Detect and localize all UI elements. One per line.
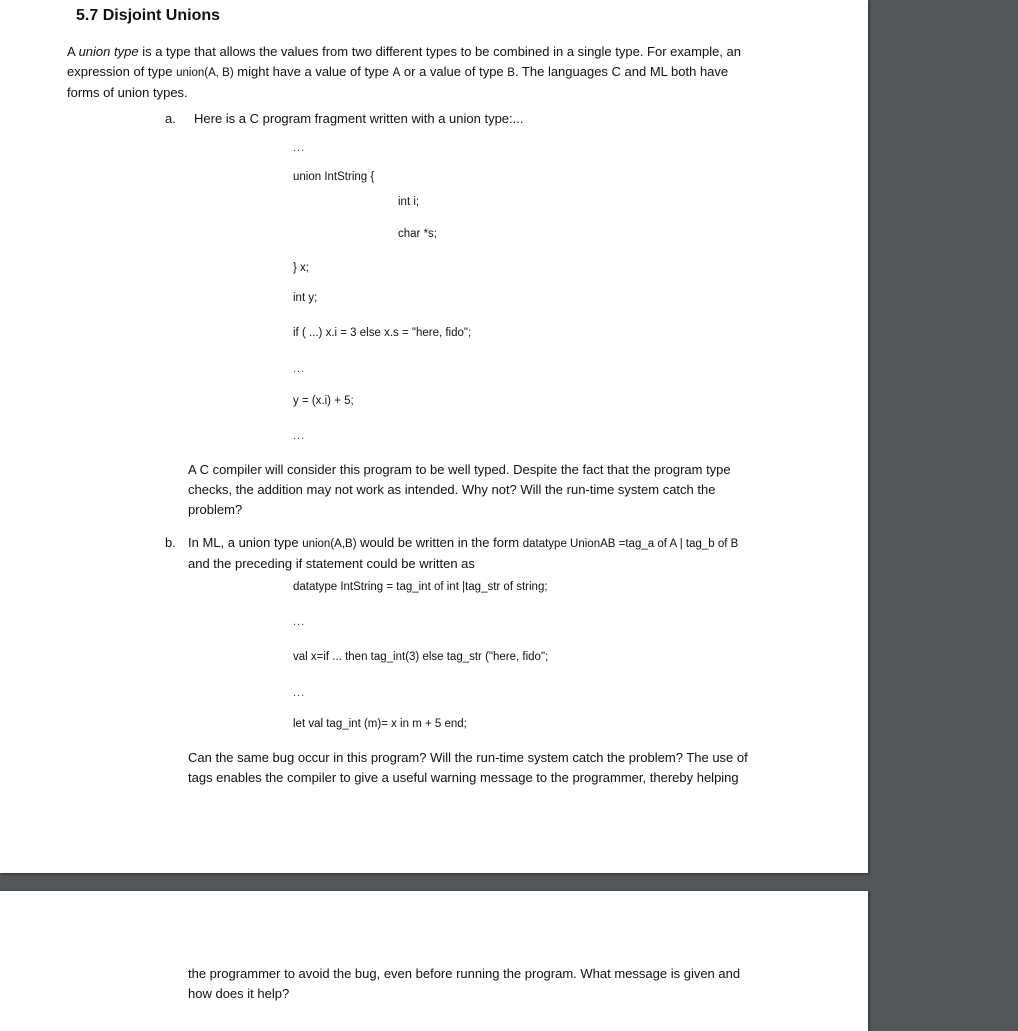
intro-line-2: expression of type union(A, B) might have a value of type A or a value of type B. The languages C and ML both have <box>67 64 729 79</box>
part-a-marker: a. <box>165 111 176 126</box>
part-b-marker: b. <box>165 535 176 550</box>
section-heading: 5.7 Disjoint Unions <box>76 7 221 24</box>
intro-paragraph <box>67 42 741 103</box>
part-a-text: Here is a C program fragment written with a union type:... <box>194 111 524 126</box>
code-b-line-2: val x=if ... then tag_int(3) else tag_str ("here, fido"; <box>293 651 549 663</box>
intro-line-1: A union type is a type that allows the values from two different types to be combined in a single type. For example, an <box>67 44 741 59</box>
part-b-question: Can the same bug occur in this program? Will the run-time system catch the problem? The use of tags enables the compiler to give a useful warning message to the programmer, thereby helping <box>188 750 748 785</box>
code-a-line-1: union IntString { <box>293 171 375 183</box>
code-a-ellipsis-1: ... <box>293 142 306 154</box>
part-b-question-continued: the programmer to avoid the bug, even before running the program. What message is given and how does it help? <box>188 966 741 1001</box>
code-b-ellipsis-2: ... <box>293 687 306 699</box>
code-a-line-5: int y; <box>293 292 318 304</box>
intro-line-3: forms of union types. <box>67 85 188 100</box>
code-a-line-6: if ( ...) x.i = 3 else x.s = "here, fido"; <box>293 327 472 339</box>
code-a-line-2: int i; <box>398 196 420 208</box>
code-b-ellipsis-1: ... <box>293 616 306 628</box>
code-a-line-3: char *s; <box>398 228 437 240</box>
code-b-line-1: datatype IntString = tag_int of int |tag_str of string; <box>293 581 548 593</box>
document-page-2 <box>0 891 868 1031</box>
code-a-line-4: } x; <box>293 262 309 274</box>
code-a-ellipsis-2: ... <box>293 363 306 375</box>
code-a-line-7: y = (x.i) + 5; <box>293 395 354 407</box>
code-a-ellipsis-3: ... <box>293 430 306 442</box>
code-b-line-3: let val tag_int (m)= x in m + 5 end; <box>293 718 467 730</box>
union-type-term: union type <box>78 44 139 59</box>
part-a-question: A C compiler will consider this program to be well typed. Despite the fact that the program type checks, the addition may not work as intended. Why not? Will the run-time system catch the problem? <box>188 462 731 517</box>
part-b-text: In ML, a union type union(A,B) would be written in the form datatype UnionAB =tag_a of A | tag_b of B and the preceding if statement could be written as <box>188 535 739 571</box>
